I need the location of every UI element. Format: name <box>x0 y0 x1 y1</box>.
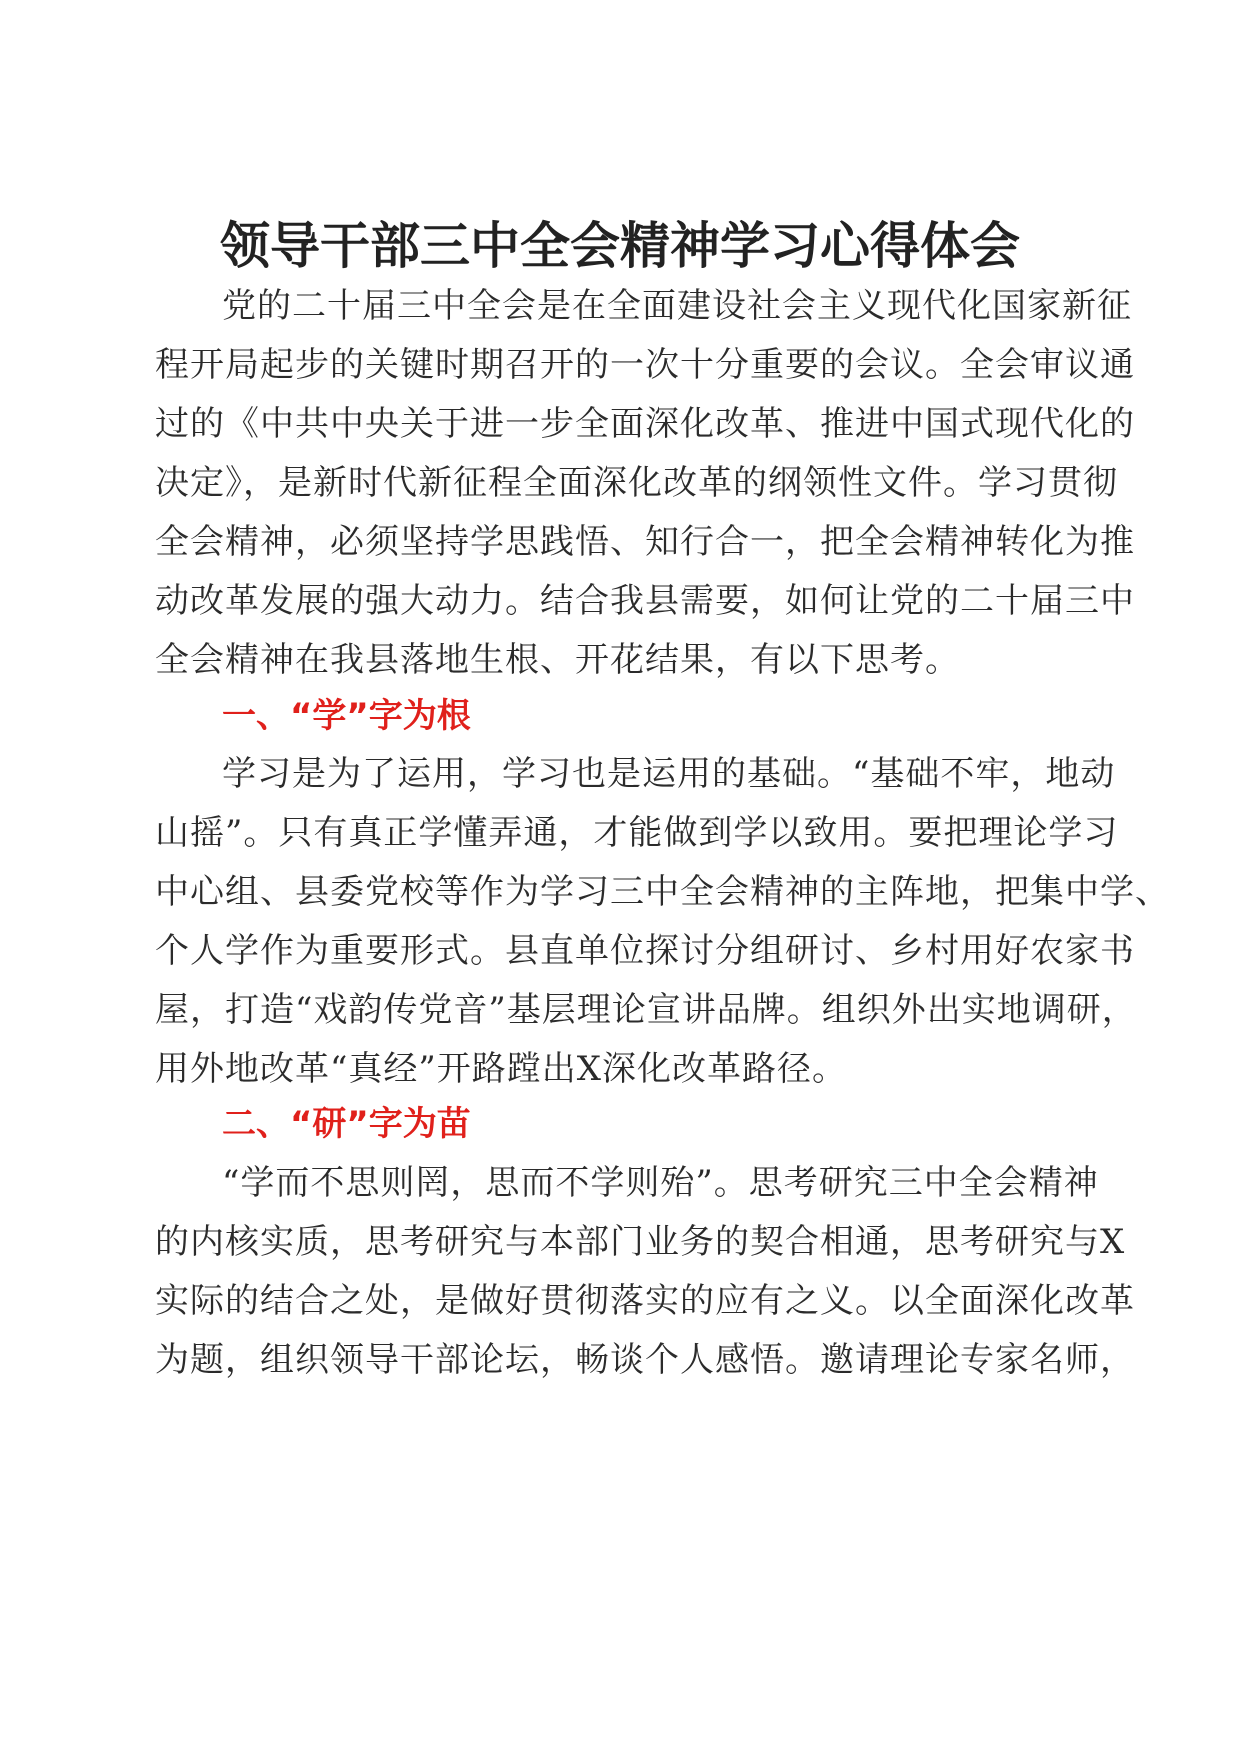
document-title: 领导干部三中全会精神学习心得体会 <box>220 216 1020 275</box>
section2-line: 实际的结合之处，是做好贯彻落实的应有之义。以全面深化改革 <box>155 1281 1135 1321</box>
intro-line: 程开局起步的关键时期召开的一次十分重要的会议。全会审议通 <box>155 345 1135 385</box>
intro-line: 全会精神在我县落地生根、开花结果，有以下思考。 <box>155 640 960 680</box>
section1-line: 个人学作为重要形式。县直单位探讨分组研讨、乡村用好农家书 <box>155 931 1135 971</box>
section1-line: 用外地改革“真经”开路蹚出X深化改革路径。 <box>155 1049 847 1089</box>
section-heading-xue: 一、“学”字为根 <box>222 696 471 736</box>
intro-line: 党的二十届三中全会是在全面建设社会主义现代化国家新征 <box>222 286 1132 326</box>
section2-line: “学而不思则罔，思而不学则殆”。思考研究三中全会精神 <box>222 1163 1099 1203</box>
section2-line: 为题，组织领导干部论坛，畅谈个人感悟。邀请理论专家名师， <box>155 1340 1135 1380</box>
section1-line: 屋，打造“戏韵传党音”基层理论宣讲品牌。组织外出实地调研， <box>155 990 1137 1030</box>
section1-line: 学习是为了运用，学习也是运用的基础。“基础不牢，地动 <box>222 754 1116 794</box>
section2-line: 的内核实质，思考研究与本部门业务的契合相通，思考研究与X <box>155 1222 1126 1262</box>
section1-line: 中心组、县委党校等作为学习三中全会精神的主阵地，把集中学、 <box>155 872 1170 912</box>
intro-line: 动改革发展的强大动力。结合我县需要，如何让党的二十届三中 <box>155 581 1135 621</box>
section-heading-yan: 二、“研”字为苗 <box>222 1104 471 1144</box>
intro-line: 全会精神，必须坚持学思践悟、知行合一，把全会精神转化为推 <box>155 522 1135 562</box>
section1-line: 山摇”。只有真正学懂弄通，才能做到学以致用。要把理论学习 <box>155 813 1119 853</box>
intro-line: 决定》，是新时代新征程全面深化改革的纲领性文件。学习贯彻 <box>155 463 1118 503</box>
intro-line: 过的《中共中央关于进一步全面深化改革、推进中国式现代化的 <box>155 404 1135 444</box>
